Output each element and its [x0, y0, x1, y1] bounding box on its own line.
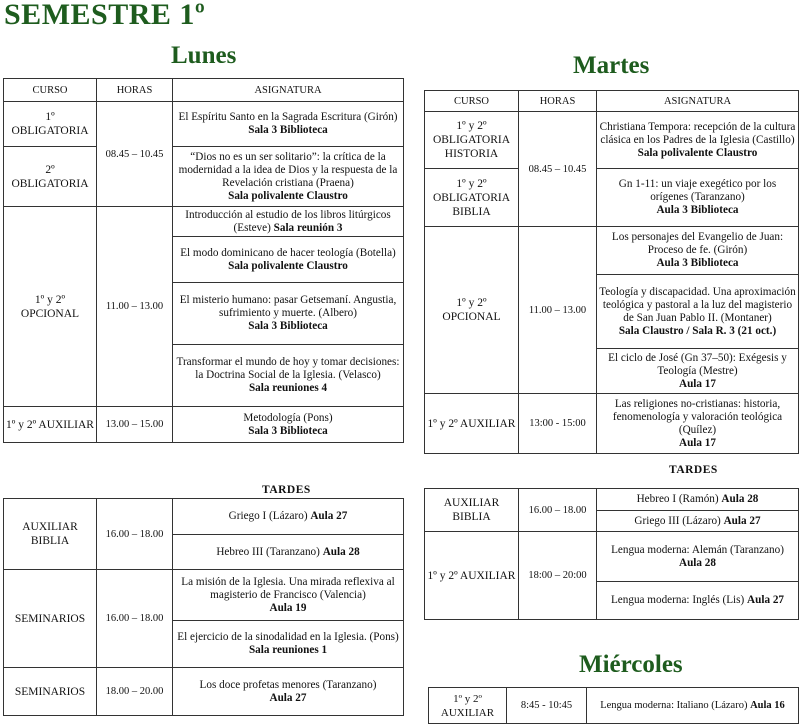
horas-cell: 18.00 – 20.00: [97, 668, 173, 716]
curso-cell: 1º y 2º AUXILIAR: [425, 532, 519, 620]
horas-cell: 13.00 – 15.00: [97, 407, 173, 443]
martes-table: [424, 90, 799, 454]
horas-cell: 08.45 – 10.45: [97, 102, 173, 207]
curso-cell: AUXILIAR BIBLIA: [4, 499, 97, 570]
lunes-heading: Lunes: [171, 42, 237, 69]
subject-cell: El modo dominicano de hacer teología (Botella) Sala polivalente Claustro: [173, 237, 404, 283]
subject-cell: Transformar el mundo de hoy y tomar decisiones: la Doctrina Social de la Iglesia. (Velasco) Sala reuniones 4: [173, 345, 404, 407]
subject-cell: Lengua moderna: Inglés (Lis) Aula 27: [597, 582, 799, 620]
subject-cell: Los doce profetas menores (Taranzano) Aula 27: [173, 668, 404, 716]
semester-title: SEMESTRE 1º: [4, 0, 206, 31]
header-horas: HORAS: [519, 91, 597, 112]
header-curso: CURSO: [4, 79, 97, 102]
subject-cell: Metodología (Pons) Sala 3 Biblioteca: [173, 407, 404, 443]
subject-cell: El Espíritu Santo en la Sagrada Escritura (Girón) Sala 3 Biblioteca: [173, 102, 404, 147]
curso-cell: 1º y 2º OBLIGATORIA BIBLIA: [425, 169, 519, 227]
curso-cell: 1º y 2º OBLIGATORIA HISTORIA: [425, 112, 519, 169]
subject-cell: Gn 1-11: un viaje exegético por los orígenes (Taranzano) Aula 3 Biblioteca: [597, 169, 799, 227]
subject-cell: Hebreo III (Taranzano) Aula 28: [173, 535, 404, 570]
lunes-tardes-heading: TARDES: [262, 484, 311, 496]
martes-heading: Martes: [573, 52, 650, 79]
subject-cell: Hebreo I (Ramón) Aula 28: [597, 489, 799, 511]
curso-cell: SEMINARIOS: [4, 668, 97, 716]
curso-cell: 1º y 2º AUXILIAR: [4, 407, 97, 443]
subject-cell: La misión de la Iglesia. Una mirada reflexiva al magisterio de Francisco (Valencia) Aula 19: [173, 570, 404, 621]
curso-cell: 1º y 2º AUXILIAR: [425, 394, 519, 454]
subject-cell: Introducción al estudio de los libros litúrgicos (Esteve) Sala reunión 3: [173, 207, 404, 237]
horas-cell: 16.00 – 18.00: [97, 499, 173, 570]
subject-cell: El ciclo de José (Gn 37–50): Exégesis y Teología (Mestre) Aula 17: [597, 349, 799, 394]
horas-cell: 18:00 – 20:00: [519, 532, 597, 620]
subject-cell: El ejercicio de la sinodalidad en la Iglesia. (Pons) Sala reuniones 1: [173, 621, 404, 668]
subject-cell: Lengua moderna: Alemán (Taranzano) Aula 28: [597, 532, 799, 582]
horas-cell: 11.00 – 13.00: [97, 207, 173, 407]
subject-cell: Teología y discapacidad. Una aproximación teológica y pastoral a la luz del magisterio de San Juan Pablo II. (Montaner) Sala Claustro / Sala R. 3 (21 oct.): [597, 275, 799, 349]
horas-cell: 13:00 - 15:00: [519, 394, 597, 454]
subject-cell: Christiana Tempora: recepción de la cultura clásica en los Padres de la Iglesia (Castillo) Sala polivalente Claustro: [597, 112, 799, 169]
subject-cell: Lengua moderna: Italiano (Lázaro) Aula 16: [587, 688, 799, 724]
subject-cell: Griego I (Lázaro) Aula 27: [173, 499, 404, 535]
curso-cell: 2º OBLIGATORIA: [4, 147, 97, 207]
subject-cell: “Dios no es un ser solitario”: la crítica de la modernidad a la idea de Dios y la respuesta de la Revelación cristiana (Praena) Sala polivalente Claustro: [173, 147, 404, 207]
curso-cell: 1º y 2º AUXILIAR: [429, 688, 507, 724]
horas-cell: 16.00 – 18.00: [519, 489, 597, 532]
horas-cell: 8:45 - 10:45: [507, 688, 587, 724]
martes-tardes-table: [424, 488, 799, 620]
lunes-tardes-table: [3, 498, 404, 716]
header-asignatura: ASIGNATURA: [597, 91, 799, 112]
subject-cell: Las religiones no-cristianas: historia, fenomenología y valoración teológica (Quílez) Aula 17: [597, 394, 799, 454]
subject-cell: Griego III (Lázaro) Aula 27: [597, 511, 799, 532]
curso-cell: 1º OBLIGATORIA: [4, 102, 97, 147]
miercoles-table: [428, 687, 799, 724]
header-asignatura: ASIGNATURA: [173, 79, 404, 102]
horas-cell: 11.00 – 13.00: [519, 227, 597, 394]
martes-tardes-heading: TARDES: [669, 464, 718, 476]
subject-cell: Los personajes del Evangelio de Juan: Proceso de fe. (Girón) Aula 3 Biblioteca: [597, 227, 799, 275]
curso-cell: 1º y 2º OPCIONAL: [425, 227, 519, 394]
subject-cell: El misterio humano: pasar Getsemaní. Angustia, sufrimiento y muerte. (Albero) Sala 3 Biblioteca: [173, 283, 404, 345]
curso-cell: AUXILIAR BIBLIA: [425, 489, 519, 532]
miercoles-heading: Miércoles: [579, 651, 683, 678]
curso-cell: 1º y 2º OPCIONAL: [4, 207, 97, 407]
lunes-table: [3, 78, 404, 443]
curso-cell: SEMINARIOS: [4, 570, 97, 668]
header-horas: HORAS: [97, 79, 173, 102]
horas-cell: 16.00 – 18.00: [97, 570, 173, 668]
horas-cell: 08.45 – 10.45: [519, 112, 597, 227]
header-curso: CURSO: [425, 91, 519, 112]
